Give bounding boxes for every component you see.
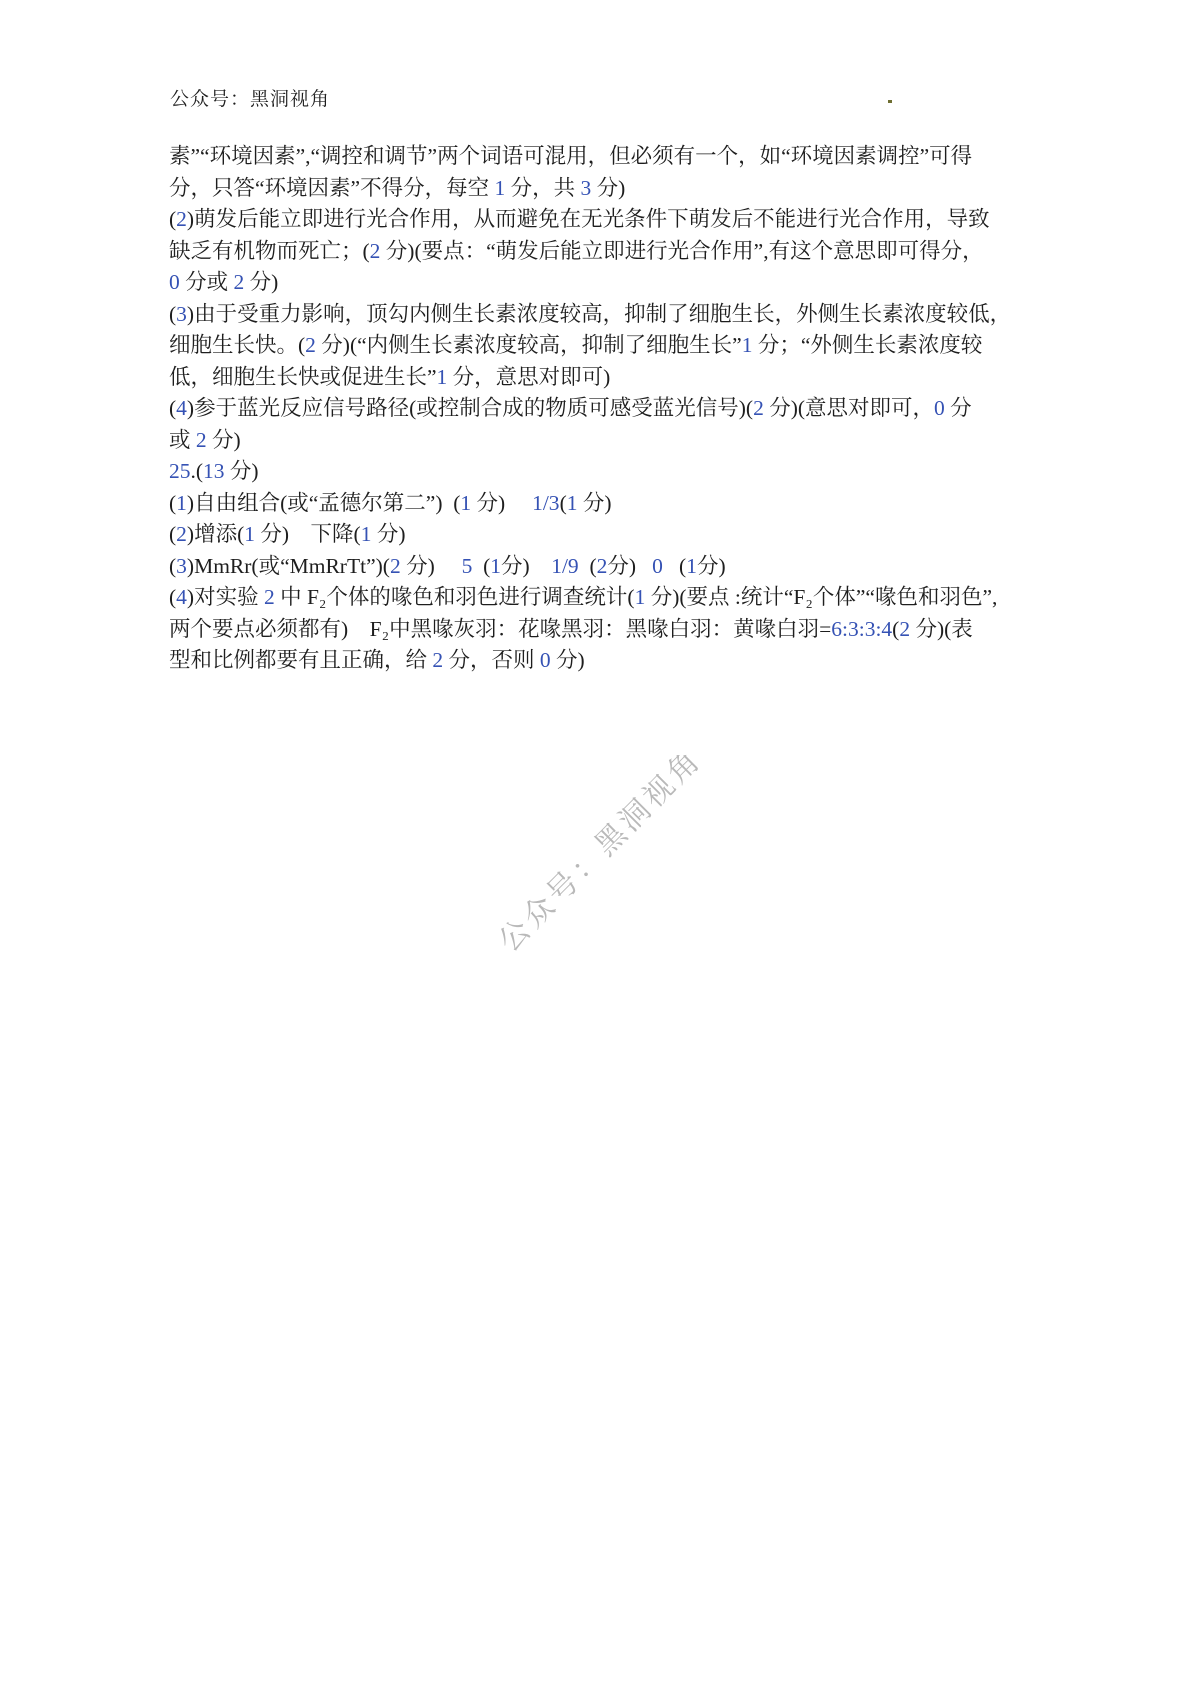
answer-line-6: (3)由于受重力影响，顶勾内侧生长素浓度较高，抑制了细胞生长，外侧生长素浓度较低，	[169, 301, 1012, 326]
answer-line-13: (2)增添(1 分) 下降(1 分)	[169, 522, 406, 546]
answer-line-3: (2)萌发后能立即进行光合作用，从而避免在无光条件下萌发后不能进行光合作用，导致	[169, 207, 990, 231]
answer-line-14: (3)MmRr(或“MmRrTt”)(2 分) 5 (1分) 1/9 (2分) 0 (1分)	[169, 553, 726, 578]
diagonal-watermark: 公众号：黑洞视角	[492, 742, 709, 959]
answer-line-11: 25.(13 分)	[169, 459, 259, 483]
answer-line-8: 低，细胞生长快或促进生长”1 分，意思对即可)	[169, 364, 611, 389]
answer-line-5: 0 分或 2 分)	[169, 270, 279, 294]
answer-line-7: 细胞生长快。(2 分)(“内侧生长素浓度较高，抑制了细胞生长”1 分；“外侧生长素浓度较	[169, 333, 983, 357]
answer-line-15: (4)对实验 2 中 F₂个体的喙色和羽色进行调查统计(1 分)(要点 :统计“F₂个体”“喙色和羽色”,	[169, 585, 998, 609]
answer-key-text-block	[169, 141, 1149, 677]
answer-line-12: (1)自由组合(或“孟德尔第二”) (1 分) 1/3(1 分)	[169, 490, 612, 515]
scan-speck-artifact	[888, 100, 892, 103]
answer-line-16: 两个要点必须都有) F₂中黑喙灰羽：花喙黑羽：黑喙白羽：黄喙白羽=6:3:3:4(2 分)(表	[169, 616, 973, 641]
answer-line-17: 型和比例都要有且正确，给 2 分，否则 0 分)	[169, 648, 585, 672]
answer-line-1: 素”“环境因素”,“调控和调节”两个词语可混用，但必须有一个，如“环境因素调控”可得	[169, 144, 973, 168]
page-header-watermark-text: 公众号：黑洞视角	[170, 89, 331, 110]
answer-line-2: 分，只答“环境因素”不得分，每空 1 分，共 3 分)	[169, 175, 626, 200]
answer-line-9: (4)参于蓝光反应信号路径(或控制合成的物质可感受蓝光信号)(2 分)(意思对即可，0 分	[169, 396, 972, 420]
answer-line-4: 缺乏有机物而死亡；(2 分)(要点：“萌发后能立即进行光合作用”,有这个意思即可得分，	[169, 238, 984, 263]
answer-line-10: 或 2 分)	[169, 427, 241, 452]
